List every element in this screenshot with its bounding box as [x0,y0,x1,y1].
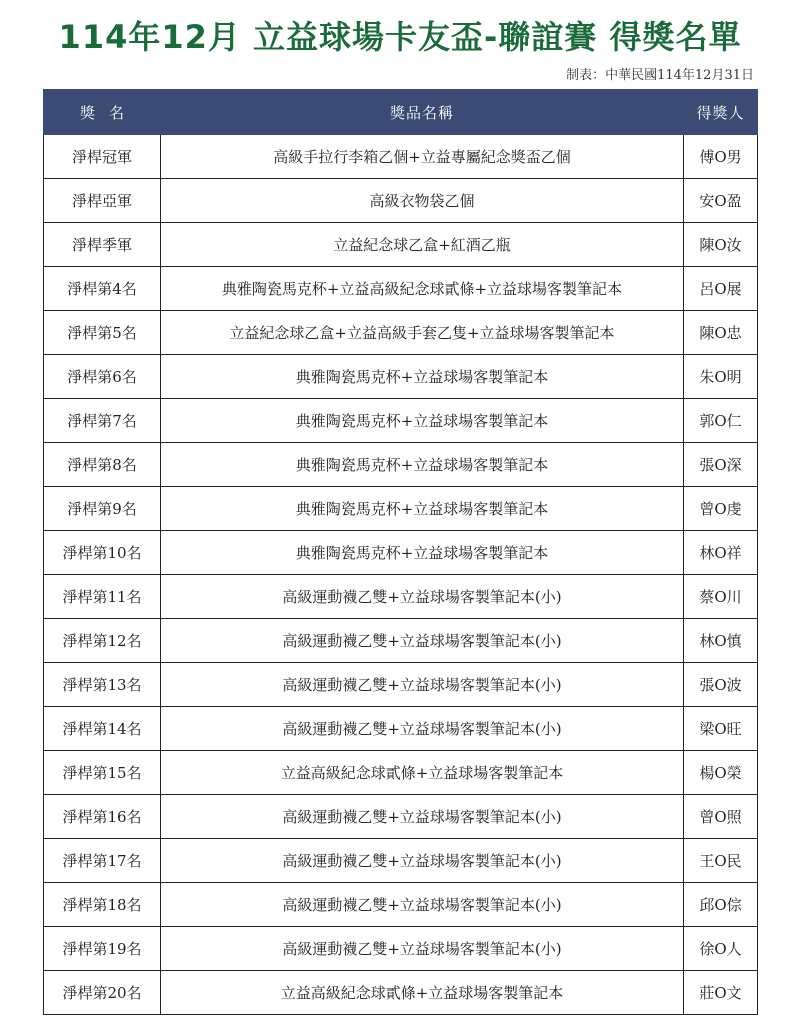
rank-cell: 淨桿第15名 [44,751,161,795]
table-row [44,487,758,531]
winner-cell: 張O波 [684,663,758,707]
header-prize: 獎品名稱 [161,90,684,135]
rank-cell: 淨桿第17名 [44,839,161,883]
winner-cell: 蔡O川 [684,575,758,619]
table-row [44,927,758,971]
winner-cell: 梁O旺 [684,707,758,751]
winner-cell: 朱O明 [684,355,758,399]
prize-cell: 高級運動襪乙雙+立益球場客製筆記本(小) [161,839,684,883]
prize-cell: 立益高級紀念球貳條+立益球場客製筆記本 [161,751,684,795]
rank-cell: 淨桿第14名 [44,707,161,751]
header-rank-label: 獎名 [79,103,138,122]
prize-cell: 典雅陶瓷馬克杯+立益球場客製筆記本 [161,355,684,399]
prize-cell: 高級運動襪乙雙+立益球場客製筆記本(小) [161,575,684,619]
prize-cell: 典雅陶瓷馬克杯+立益球場客製筆記本 [161,443,684,487]
prize-cell: 高級運動襪乙雙+立益球場客製筆記本(小) [161,619,684,663]
winner-cell: 曾O虔 [684,487,758,531]
table-row [44,971,758,1015]
rank-cell: 淨桿第13名 [44,663,161,707]
table-row [44,795,758,839]
rank-cell: 淨桿冠軍 [44,135,161,179]
table-row [44,707,758,751]
page-title: 114年12月 立益球場卡友盃-聯誼賽 得獎名單 [58,18,742,56]
winner-cell: 林O慎 [684,619,758,663]
rank-cell: 淨桿第8名 [44,443,161,487]
prize-cell: 高級衣物袋乙個 [161,179,684,223]
table-row [44,443,758,487]
table-body [44,135,758,1015]
rank-cell: 淨桿季軍 [44,223,161,267]
winner-cell: 張O深 [684,443,758,487]
table-row [44,355,758,399]
rank-cell: 淨桿第20名 [44,971,161,1015]
header-winner: 得獎人 [684,90,758,135]
table-header-row [44,90,758,135]
table-row [44,135,758,179]
table-row [44,575,758,619]
winner-cell: 莊O文 [684,971,758,1015]
winner-cell: 安O盈 [684,179,758,223]
prize-cell: 立益紀念球乙盒+紅酒乙瓶 [161,223,684,267]
table-row [44,399,758,443]
table-row [44,883,758,927]
table-row [44,619,758,663]
table-row [44,751,758,795]
prize-cell: 高級運動襪乙雙+立益球場客製筆記本(小) [161,707,684,751]
awards-table [43,89,758,1015]
rank-cell: 淨桿第18名 [44,883,161,927]
winner-cell: 呂O展 [684,267,758,311]
prize-cell: 立益高級紀念球貳條+立益球場客製筆記本 [161,971,684,1015]
winner-cell: 陳O忠 [684,311,758,355]
table-row [44,311,758,355]
winner-cell: 林O祥 [684,531,758,575]
rank-cell: 淨桿第11名 [44,575,161,619]
table-row [44,531,758,575]
prize-cell: 立益紀念球乙盒+立益高級手套乙隻+立益球場客製筆記本 [161,311,684,355]
table-row [44,839,758,883]
rank-cell: 淨桿第4名 [44,267,161,311]
winner-cell: 王O民 [684,839,758,883]
winner-cell: 曾O照 [684,795,758,839]
table-row [44,267,758,311]
rank-cell: 淨桿第19名 [44,927,161,971]
rank-cell: 淨桿第16名 [44,795,161,839]
rank-cell: 淨桿第12名 [44,619,161,663]
rank-cell: 淨桿亞軍 [44,179,161,223]
table-row [44,663,758,707]
prize-cell: 高級運動襪乙雙+立益球場客製筆記本(小) [161,883,684,927]
rank-cell: 淨桿第5名 [44,311,161,355]
prize-cell: 高級手拉行李箱乙個+立益專屬紀念獎盃乙個 [161,135,684,179]
table-row [44,223,758,267]
rank-cell: 淨桿第6名 [44,355,161,399]
prize-cell: 典雅陶瓷馬克杯+立益高級紀念球貳條+立益球場客製筆記本 [161,267,684,311]
rank-cell: 淨桿第10名 [44,531,161,575]
made-date: 制表：中華民國114年12月31日 [566,68,754,83]
prize-cell: 典雅陶瓷馬克杯+立益球場客製筆記本 [161,531,684,575]
header-rank [44,90,161,135]
winner-cell: 陳O汝 [684,223,758,267]
prize-cell: 高級運動襪乙雙+立益球場客製筆記本(小) [161,927,684,971]
rank-cell: 淨桿第9名 [44,487,161,531]
prize-cell: 典雅陶瓷馬克杯+立益球場客製筆記本 [161,399,684,443]
winner-cell: 郭O仁 [684,399,758,443]
prize-cell: 高級運動襪乙雙+立益球場客製筆記本(小) [161,795,684,839]
winner-cell: 傅O男 [684,135,758,179]
winner-cell: 徐O人 [684,927,758,971]
table-row [44,179,758,223]
winner-cell: 楊O榮 [684,751,758,795]
prize-cell: 高級運動襪乙雙+立益球場客製筆記本(小) [161,663,684,707]
rank-cell: 淨桿第7名 [44,399,161,443]
prize-cell: 典雅陶瓷馬克杯+立益球場客製筆記本 [161,487,684,531]
winner-cell: 邱O倧 [684,883,758,927]
